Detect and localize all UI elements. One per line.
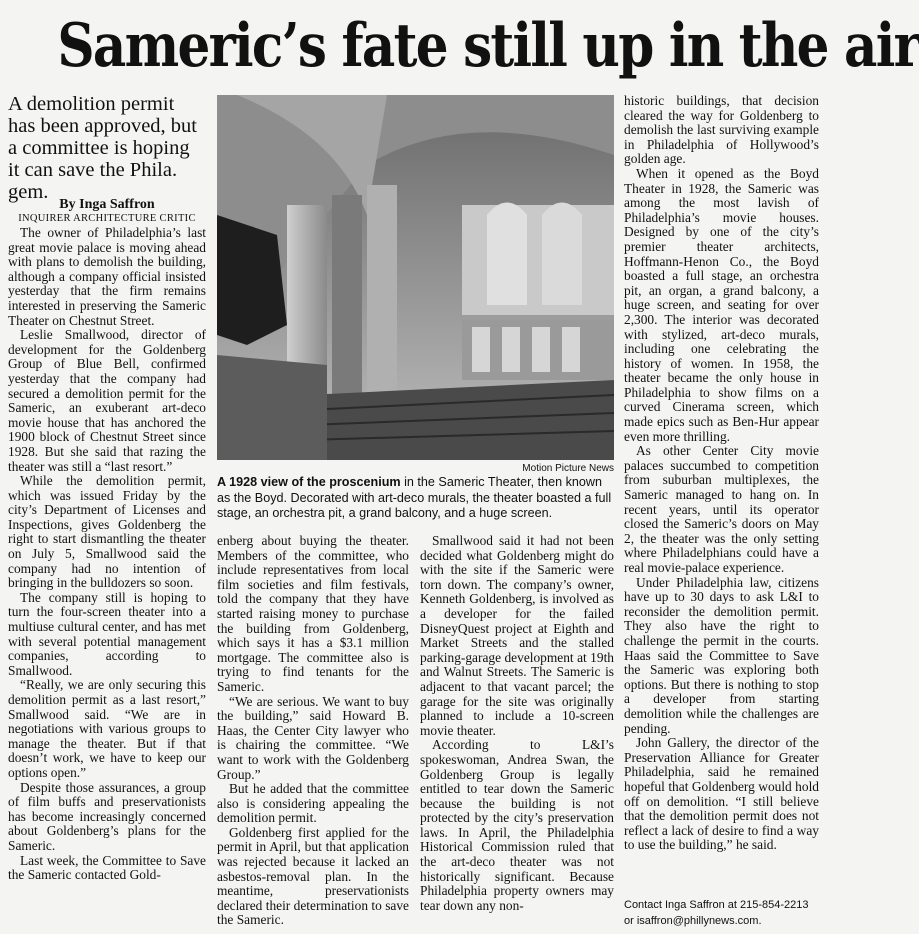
paragraph: As other Center City movie palaces succumbed to competition from suburban multiplexes, the Sameric managed to hang on. In recent years, until its operator closed the Sameric’s doors on May 2, the theater was the only setting where Philadelphians could have a real movie-palace experience. (624, 443, 819, 575)
paragraph: “Really, we are only securing this demolition permit as a last resort,” Smallwood said. “We are in negotiations with various groups to manage the theater. But if that doesn’t work, we have to keep our options open.” (8, 677, 206, 780)
contact-info (624, 897, 819, 929)
paragraph: While the demolition permit, which was issued Friday by the city’s Department of Licenses and Inspections, gives Goldenberg the right to start dismantling the theater on July 5, Smallwood said the company had no intention of bringing in the bulldozers so soon. (8, 473, 206, 591)
headline: Sameric’s fate still up in the air (57, 11, 919, 81)
byline-title: INQUIRER ARCHITECTURE CRITIC (18, 213, 196, 224)
paragraph: Leslie Smallwood, director of development for the Goldenberg Group of Blue Bell, confirmed yesterday that the company had secured a demolition permit for the Sameric, an exuberant art-deco movie house that has anchored the 1900 block of Chestnut Street since 1928. But she said that razing the theater was still a “last resort.” (8, 327, 206, 474)
paragraph: But he added that the committee also is considering appealing the demolition permit. (217, 781, 409, 826)
paragraph: Under Philadelphia law, citizens have up to 30 days to ask L&I to reconsider the demolition permit. They also have the right to challenge the permit in the courts. Haas said the Committee to Save the Sameric was exploring both options. But there is nothing to stop a developer from starting demolition while the challenges are pending. (624, 574, 819, 736)
column-2 (217, 534, 409, 928)
paragraph: John Gallery, the director of the Preservation Alliance for Greater Philadelphia, said he remained hopeful that Goldenberg would hold off on demolition. “I still believe that the demolition permit does not reflect a lack of desire to find a way to use the building,” he said. (624, 735, 819, 853)
photo-caption (217, 475, 617, 522)
paragraph: According to L&I’s spokeswoman, Andrea Swan, the Goldenberg Group is legally entitled to tear down the Sameric because the building is not protected by the city’s preservation laws. In April, the Philadelphia Historical Commission ruled that the art-deco theater was not historically significant. Because Philadelphia property owners may tear down any non- (420, 737, 614, 913)
proscenium-image (217, 95, 614, 460)
column-4 (624, 94, 819, 853)
photo-credit: Motion Picture News (522, 463, 614, 474)
paragraph: Last week, the Committee to Save the Sameric contacted Gold- (8, 852, 206, 883)
contact-line-2: or isaffron@phillynews.com. (624, 915, 762, 927)
byline (8, 197, 206, 225)
contact-line-1: Contact Inga Saffron at 215-854-2213 (624, 899, 809, 911)
paragraph: “We are serious. We want to buy the building,” said Howard B. Haas, the Center City lawyer who is chairing the committee. “We want to work with the Goldenberg Group.” (217, 693, 409, 782)
caption-text: in the Sameric Theater, then known as the Boyd. Decorated with art-deco murals, the theater boasted a full stage, an orchestra pit, a grand balcony, and a huge screen. (217, 475, 612, 521)
paragraph: The company still is hoping to turn the four-screen theater into a multiuse cultural center, and has met with several potential management companies, according to Smallwood. (8, 589, 206, 678)
theater-photo (217, 95, 614, 460)
paragraph: Smallwood said it had not been decided what Goldenberg might do with the site if the Sameric were torn down. The company’s owner, Kenneth Goldenberg, is involved as a developer for the failed DisneyQuest project at Eighth and Market Streets and the stalled parking-garage development at 19th and Walnut Streets. The Sameric is adjacent to that vacant parcel; the garage for the site was originally planned to include a 10-screen movie theater. (420, 533, 614, 738)
paragraph: Goldenberg first applied for the permit in April, but that application was rejected because it lacked an asbestos-removal plan. In the meantime, preservationists declared their determination to save the Sameric. (217, 824, 409, 928)
paragraph: The owner of Philadelphia’s last great movie palace is moving ahead with plans to demolish the building, although a company official insisted yesterday that the firm remains interested in preserving the Sameric Theater on Chestnut Street. (8, 225, 206, 328)
paragraph: enberg about buying the theater. Members of the committee, who include representatives from local film societies and film festivals, told the company that they have started raising money to purchase the building from Goldenberg, which says it has a $3.1 million mortgage. The committee also is trying to find tenants for the Sameric. (217, 533, 409, 694)
column-3 (420, 534, 614, 913)
byline-name: By Inga Saffron (59, 197, 155, 212)
caption-lead: A 1928 view of the proscenium (217, 475, 401, 489)
deck: A demolition permit has been approved, but a committee is hoping it can save the Phila. gem. (8, 93, 197, 203)
column-1 (8, 226, 206, 883)
paragraph: When it opened as the Boyd Theater in 1928, the Sameric was among the most lavish of Philadelphia’s movie houses. Designed by one of the city’s premier theater architects, Hoffmann-Henon Co., the Boyd boasted a full stage, an orchestra pit, an organ, a grand balcony, a huge screen, and seating for over 2,300. The interior was decorated with stylized, art-deco murals, including one celebrating the history of women. In 1958, the theater became the only house in Philadelphia to show films on a curved Cinerama screen, which made epics such as Ben-Hur appear even more thrilling. (624, 165, 819, 444)
paragraph: historic buildings, that decision cleared the way for Goldenberg to demolish the last surviving example in Philadelphia of Hollywood’s golden age. (624, 93, 819, 167)
paragraph: Despite those assurances, a group of film buffs and preservationists has become increasingly concerned about Goldenberg’s plans for the Sameric. (8, 779, 206, 853)
